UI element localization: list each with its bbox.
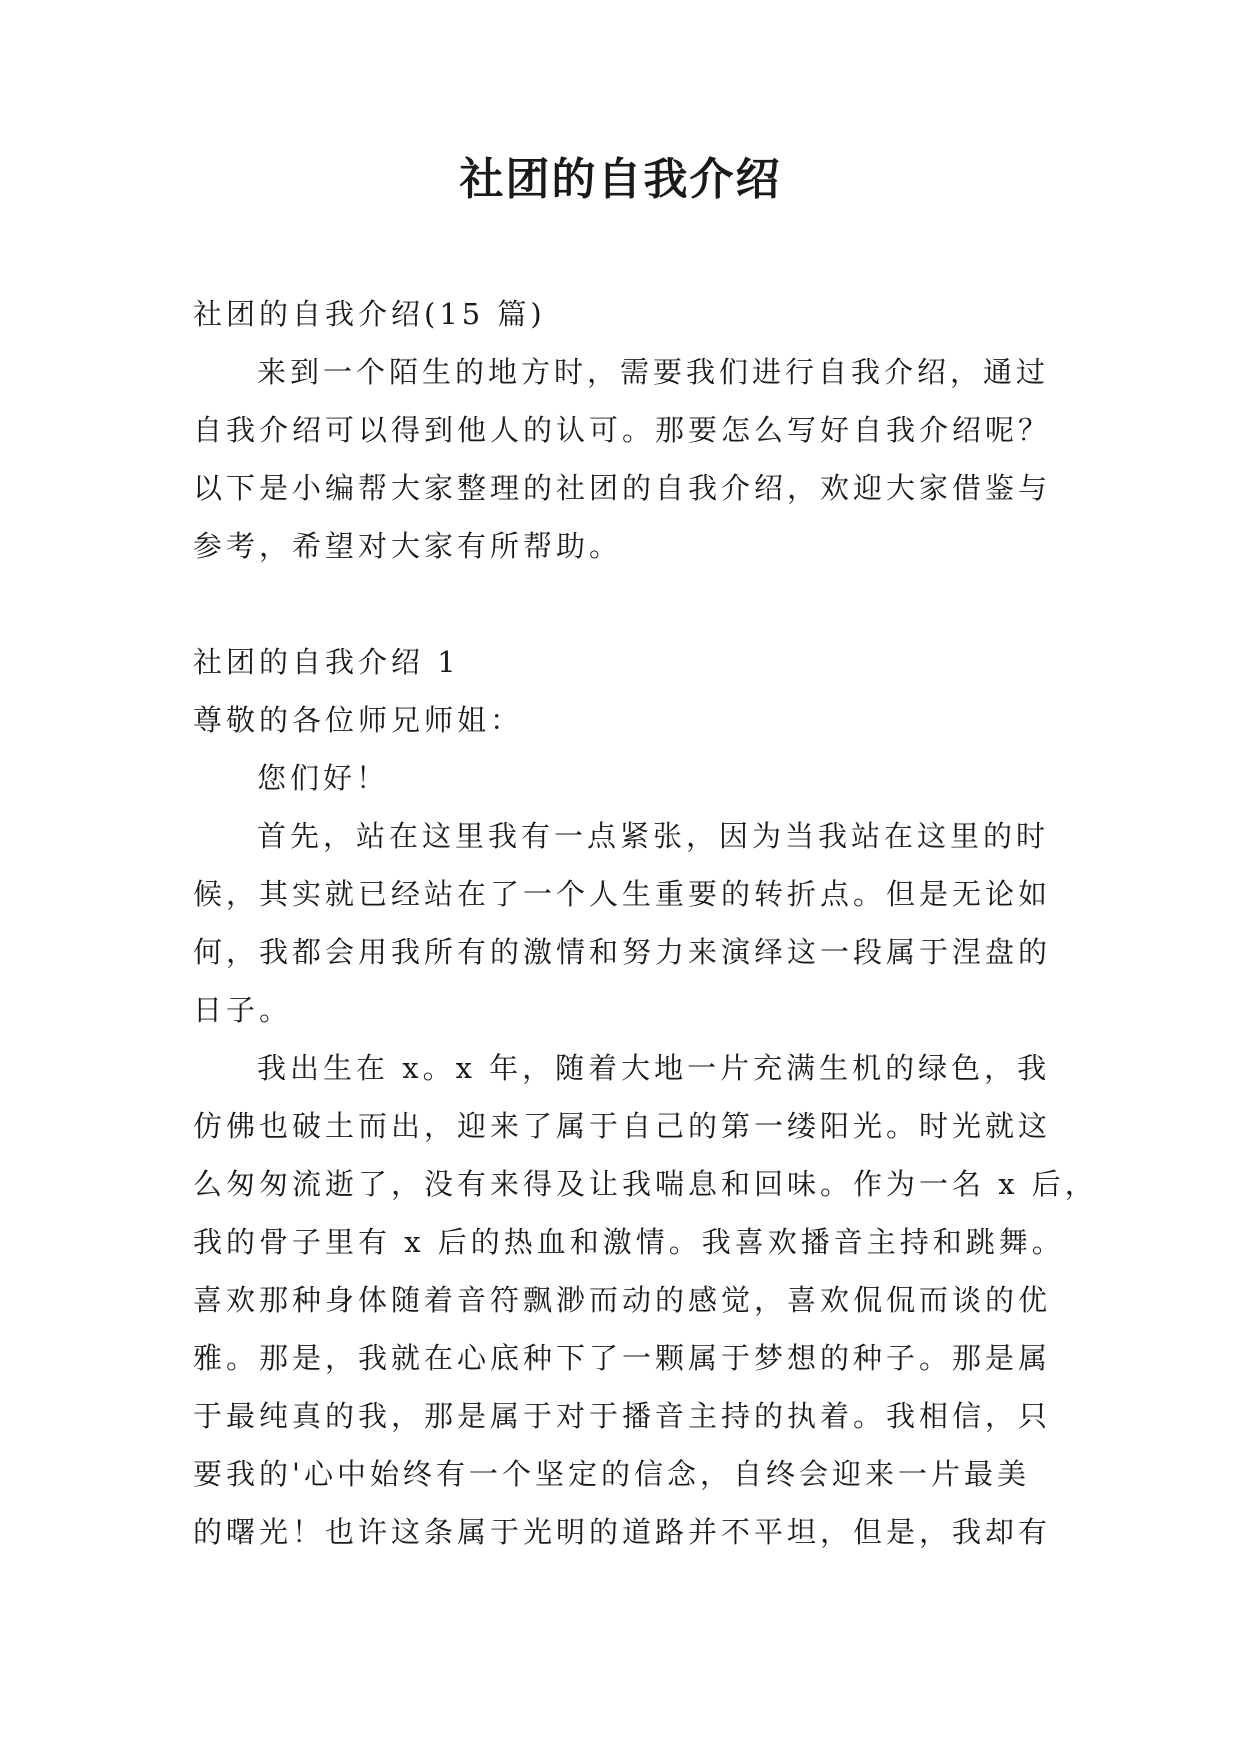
paragraph-line: 首先，站在这里我有一点紧张，因为当我站在这里的时 xyxy=(257,819,1050,853)
paragraph-line: 我的骨子里有 x 后的热血和激情。我喜欢播音主持和跳舞。 xyxy=(193,1225,1065,1259)
paragraph-line: 日子。 xyxy=(193,993,293,1027)
paragraph-line: 的曙光！也许这条属于光明的道路并不平坦，但是，我却有 xyxy=(193,1515,1052,1549)
paragraph-line: 仿佛也破土而出，迎来了属于自己的第一缕阳光。时光就这 xyxy=(193,1109,1052,1143)
intro-line: 自我介绍可以得到他人的认可。那要怎么写好自我介绍呢？ xyxy=(193,413,1052,447)
document-subtitle: 社团的自我介绍(15 篇) xyxy=(193,297,546,331)
document-title: 社团的自我介绍 xyxy=(459,154,782,205)
paragraph-line: 么匆匆流逝了，没有来得及让我喘息和回味。作为一名 x 后， xyxy=(193,1167,1098,1201)
document-body xyxy=(193,285,1098,1561)
intro-line: 以下是小编帮大家整理的社团的自我介绍，欢迎大家借鉴与 xyxy=(193,471,1052,505)
paragraph-line: 要我的'心中始终有一个坚定的信念，自终会迎来一片最美 xyxy=(193,1457,1030,1491)
greeting: 您们好！ xyxy=(257,761,390,795)
paragraph-line: 雅。那是，我就在心底种下了一颗属于梦想的种子。那是属 xyxy=(193,1341,1052,1375)
paragraph-line: 于最纯真的我，那是属于对于播音主持的执着。我相信，只 xyxy=(193,1399,1052,1433)
paragraph-line: 何，我都会用我所有的激情和努力来演绎这一段属于涅盘的 xyxy=(193,935,1052,969)
paragraph-line: 喜欢那种身体随着音符飘渺而动的感觉，喜欢侃侃而谈的优 xyxy=(193,1283,1052,1317)
intro-line: 来到一个陌生的地方时，需要我们进行自我介绍，通过 xyxy=(257,355,1050,389)
intro-line: 参考，希望对大家有所帮助。 xyxy=(193,529,623,563)
paragraph-line: 候，其实就已经站在了一个人生重要的转折点。但是无论如 xyxy=(193,877,1052,911)
paragraph-gap xyxy=(193,575,1053,633)
section-heading: 社团的自我介绍 1 xyxy=(193,645,460,679)
salutation: 尊敬的各位师兄师姐： xyxy=(193,703,524,737)
paragraph-line: 我出生在 x。x 年，随着大地一片充满生机的绿色，我 xyxy=(257,1051,1051,1085)
